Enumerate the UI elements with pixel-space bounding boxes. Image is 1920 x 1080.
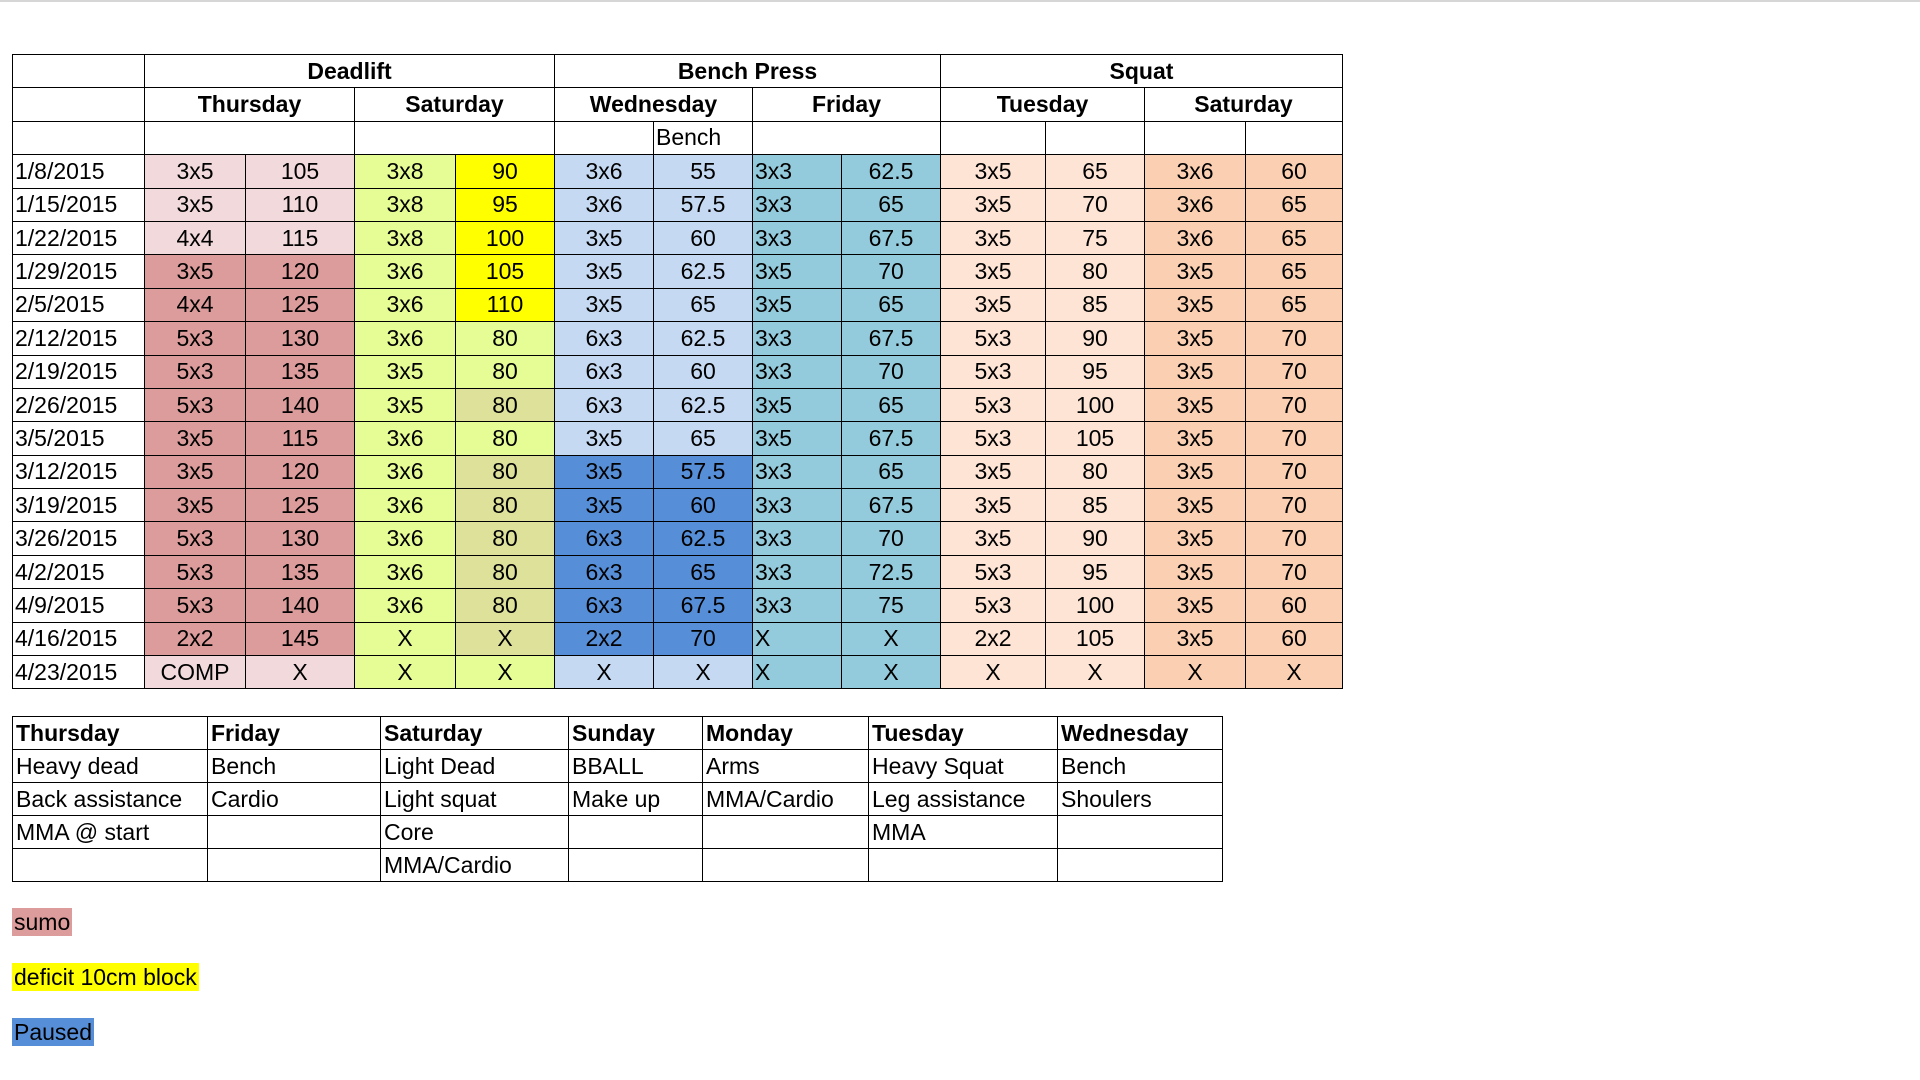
bench-wed-sets-cell[interactable]: 6x3: [555, 322, 654, 355]
deadlift-thu-weight-cell[interactable]: 110: [246, 188, 355, 221]
deadlift-thu-sets-cell[interactable]: 3x5: [145, 455, 246, 488]
schedule-cell[interactable]: [569, 849, 703, 882]
squat-sat-weight-cell[interactable]: 70: [1246, 455, 1343, 488]
table-row: [13, 355, 1343, 388]
deadlift-thu-weight-cell[interactable]: 145: [246, 622, 355, 655]
deadlift-sat-sets-cell[interactable]: 3x8: [355, 221, 456, 254]
deadlift-sat-weight-cell[interactable]: X: [456, 656, 555, 689]
deadlift-sat-sets-cell[interactable]: 3x8: [355, 155, 456, 188]
date-cell[interactable]: 4/23/2015: [13, 656, 145, 689]
schedule-header-friday[interactable]: Friday: [208, 717, 381, 750]
schedule-cell[interactable]: Light squat: [381, 783, 569, 816]
squat-tue-weight-cell[interactable]: 75: [1046, 221, 1145, 254]
bench-wed-weight-cell[interactable]: 70: [654, 622, 753, 655]
squat-tue-sets-cell[interactable]: 5x3: [941, 555, 1046, 588]
squat-tue-weight-cell[interactable]: 100: [1046, 388, 1145, 421]
squat-sat-weight-cell[interactable]: 65: [1246, 255, 1343, 288]
bench-fri-weight-cell[interactable]: X: [842, 622, 941, 655]
bench-wed-sets-cell[interactable]: X: [555, 656, 654, 689]
squat-sat-sets-cell[interactable]: 3x6: [1145, 221, 1246, 254]
day-header-squat-tuesday[interactable]: Tuesday: [941, 88, 1145, 121]
subheader-cell[interactable]: [1145, 121, 1246, 154]
bench-wed-weight-cell[interactable]: 62.5: [654, 322, 753, 355]
day-header-row: [13, 88, 1343, 121]
deadlift-sat-weight-cell[interactable]: 80: [456, 589, 555, 622]
bench-fri-weight-cell[interactable]: 70: [842, 255, 941, 288]
squat-sat-weight-cell[interactable]: 65: [1246, 221, 1343, 254]
schedule-cell[interactable]: MMA: [869, 816, 1058, 849]
date-cell[interactable]: 3/5/2015: [13, 422, 145, 455]
squat-tue-sets-cell[interactable]: 5x3: [941, 388, 1046, 421]
legend-deficit: deficit 10cm block: [14, 964, 197, 990]
date-cell[interactable]: 2/26/2015: [13, 388, 145, 421]
bench-wed-weight-cell[interactable]: 60: [654, 355, 753, 388]
table-row: [13, 656, 1343, 689]
table-row: [13, 489, 1343, 522]
deadlift-thu-sets-cell[interactable]: 4x4: [145, 288, 246, 321]
deadlift-sat-weight-cell[interactable]: 80: [456, 355, 555, 388]
bench-wed-weight-cell[interactable]: 62.5: [654, 522, 753, 555]
corner-cell[interactable]: [13, 121, 145, 154]
deadlift-sat-weight-cell[interactable]: 80: [456, 322, 555, 355]
subheader-cell[interactable]: [1246, 121, 1343, 154]
bench-wed-sets-cell[interactable]: 3x5: [555, 221, 654, 254]
table-row: [13, 155, 1343, 188]
corner-cell[interactable]: [13, 88, 145, 121]
bench-wed-weight-cell[interactable]: 62.5: [654, 255, 753, 288]
bench-fri-sets-cell[interactable]: 3x3: [753, 522, 842, 555]
deadlift-thu-weight-cell[interactable]: 125: [246, 489, 355, 522]
day-header-bench-wednesday[interactable]: Wednesday: [555, 88, 753, 121]
schedule-header-saturday[interactable]: Saturday: [381, 717, 569, 750]
deadlift-thu-sets-cell[interactable]: 5x3: [145, 322, 246, 355]
squat-tue-weight-cell[interactable]: 65: [1046, 155, 1145, 188]
deadlift-thu-sets-cell[interactable]: 2x2: [145, 622, 246, 655]
bench-fri-weight-cell[interactable]: 67.5: [842, 221, 941, 254]
squat-tue-weight-cell[interactable]: 90: [1046, 322, 1145, 355]
deadlift-thu-weight-cell[interactable]: X: [246, 656, 355, 689]
bench-wed-sets-cell[interactable]: 2x2: [555, 622, 654, 655]
bench-fri-sets-cell[interactable]: 3x3: [753, 589, 842, 622]
date-cell[interactable]: 2/12/2015: [13, 322, 145, 355]
bench-fri-sets-cell[interactable]: 3x5: [753, 255, 842, 288]
schedule-cell[interactable]: [869, 849, 1058, 882]
day-header-squat-saturday[interactable]: Saturday: [1145, 88, 1343, 121]
deadlift-sat-sets-cell[interactable]: 3x6: [355, 455, 456, 488]
squat-tue-weight-cell[interactable]: 95: [1046, 355, 1145, 388]
table-row: [13, 589, 1343, 622]
deadlift-sat-weight-cell[interactable]: 80: [456, 388, 555, 421]
squat-sat-weight-cell[interactable]: 70: [1246, 422, 1343, 455]
bench-wed-sets-cell[interactable]: 6x3: [555, 388, 654, 421]
squat-tue-weight-cell[interactable]: 80: [1046, 455, 1145, 488]
schedule-cell[interactable]: Back assistance: [13, 783, 208, 816]
schedule-cell[interactable]: Bench: [208, 750, 381, 783]
date-cell[interactable]: 3/12/2015: [13, 455, 145, 488]
bench-fri-weight-cell[interactable]: 70: [842, 522, 941, 555]
group-header-bench-press[interactable]: Bench Press: [555, 55, 941, 88]
squat-sat-weight-cell[interactable]: 60: [1246, 622, 1343, 655]
deadlift-thu-weight-cell[interactable]: 140: [246, 589, 355, 622]
squat-sat-weight-cell[interactable]: 70: [1246, 489, 1343, 522]
squat-sat-sets-cell[interactable]: 3x5: [1145, 355, 1246, 388]
table-row: [13, 555, 1343, 588]
deadlift-thu-sets-cell[interactable]: 3x5: [145, 422, 246, 455]
schedule-row: [13, 783, 1223, 816]
date-cell[interactable]: 2/19/2015: [13, 355, 145, 388]
bench-fri-weight-cell[interactable]: 75: [842, 589, 941, 622]
deadlift-thu-weight-cell[interactable]: 140: [246, 388, 355, 421]
deadlift-sat-sets-cell[interactable]: 3x6: [355, 322, 456, 355]
date-cell[interactable]: 1/8/2015: [13, 155, 145, 188]
deadlift-thu-sets-cell[interactable]: 5x3: [145, 589, 246, 622]
table-row: [13, 288, 1343, 321]
bench-fri-weight-cell[interactable]: 67.5: [842, 422, 941, 455]
squat-sat-sets-cell[interactable]: 3x5: [1145, 422, 1246, 455]
legend-paused: Paused: [14, 1019, 93, 1045]
table-row: [13, 422, 1343, 455]
bench-fri-sets-cell[interactable]: 3x5: [753, 288, 842, 321]
squat-tue-weight-cell[interactable]: 100: [1046, 589, 1145, 622]
table-row: [13, 221, 1343, 254]
bench-wed-weight-cell[interactable]: 65: [654, 555, 753, 588]
bench-wed-weight-cell[interactable]: 65: [654, 422, 753, 455]
deadlift-thu-sets-cell[interactable]: 3x5: [145, 255, 246, 288]
subheader-cell[interactable]: [1046, 121, 1145, 154]
schedule-row: [13, 750, 1223, 783]
bench-fri-weight-cell[interactable]: 65: [842, 288, 941, 321]
schedule-header-monday[interactable]: Monday: [703, 717, 869, 750]
bench-fri-sets-cell[interactable]: 3x3: [753, 188, 842, 221]
deadlift-thu-weight-cell[interactable]: 120: [246, 255, 355, 288]
date-cell[interactable]: 1/22/2015: [13, 221, 145, 254]
bench-wed-sets-cell[interactable]: 6x3: [555, 555, 654, 588]
squat-tue-sets-cell[interactable]: 5x3: [941, 355, 1046, 388]
day-header-deadlift-thursday[interactable]: Thursday: [145, 88, 355, 121]
bench-wed-sets-cell[interactable]: 3x5: [555, 489, 654, 522]
squat-sat-sets-cell[interactable]: 3x5: [1145, 255, 1246, 288]
schedule-cell[interactable]: Light Dead: [381, 750, 569, 783]
deadlift-thu-sets-cell[interactable]: 3x5: [145, 188, 246, 221]
squat-tue-sets-cell[interactable]: 5x3: [941, 589, 1046, 622]
table-row: [13, 188, 1343, 221]
bench-fri-sets-cell[interactable]: 3x3: [753, 355, 842, 388]
squat-sat-sets-cell[interactable]: 3x5: [1145, 288, 1246, 321]
squat-sat-weight-cell[interactable]: 60: [1246, 155, 1343, 188]
bench-fri-sets-cell[interactable]: 3x3: [753, 221, 842, 254]
bench-wed-weight-cell[interactable]: 62.5: [654, 388, 753, 421]
bench-wed-weight-cell[interactable]: 60: [654, 221, 753, 254]
deadlift-sat-sets-cell[interactable]: 3x8: [355, 188, 456, 221]
group-header-squat[interactable]: Squat: [941, 55, 1343, 88]
schedule-cell[interactable]: Core: [381, 816, 569, 849]
deadlift-thu-weight-cell[interactable]: 135: [246, 555, 355, 588]
squat-tue-weight-cell[interactable]: 105: [1046, 622, 1145, 655]
schedule-cell[interactable]: Shoulers: [1058, 783, 1223, 816]
squat-sat-sets-cell[interactable]: X: [1145, 656, 1246, 689]
bench-fri-sets-cell[interactable]: 3x3: [753, 155, 842, 188]
schedule-header-wednesday[interactable]: Wednesday: [1058, 717, 1223, 750]
bench-fri-weight-cell[interactable]: 65: [842, 388, 941, 421]
bench-fri-sets-cell[interactable]: 3x3: [753, 489, 842, 522]
subheader-cell[interactable]: [355, 121, 555, 154]
squat-tue-sets-cell[interactable]: 5x3: [941, 322, 1046, 355]
deadlift-thu-weight-cell[interactable]: 115: [246, 422, 355, 455]
table-row: [13, 322, 1343, 355]
table-row: [13, 388, 1343, 421]
schedule-cell[interactable]: [208, 816, 381, 849]
bench-wed-weight-cell[interactable]: 60: [654, 489, 753, 522]
schedule-header-thursday[interactable]: Thursday: [13, 717, 208, 750]
squat-tue-weight-cell[interactable]: 95: [1046, 555, 1145, 588]
squat-tue-weight-cell[interactable]: 90: [1046, 522, 1145, 555]
bench-wed-sets-cell[interactable]: 3x5: [555, 455, 654, 488]
bench-wed-sets-cell[interactable]: 3x6: [555, 188, 654, 221]
deadlift-sat-weight-cell[interactable]: 95: [456, 188, 555, 221]
schedule-header-sunday[interactable]: Sunday: [569, 717, 703, 750]
squat-sat-weight-cell[interactable]: 70: [1246, 355, 1343, 388]
deadlift-sat-sets-cell[interactable]: 3x6: [355, 288, 456, 321]
squat-tue-sets-cell[interactable]: 3x5: [941, 221, 1046, 254]
deadlift-thu-weight-cell[interactable]: 105: [246, 155, 355, 188]
subheader-row: [13, 121, 1343, 154]
day-header-deadlift-saturday[interactable]: Saturday: [355, 88, 555, 121]
schedule-cell[interactable]: Heavy dead: [13, 750, 208, 783]
schedule-cell[interactable]: [1058, 849, 1223, 882]
date-cell[interactable]: 2/5/2015: [13, 288, 145, 321]
squat-sat-weight-cell[interactable]: 65: [1246, 288, 1343, 321]
day-header-bench-friday[interactable]: Friday: [753, 88, 941, 121]
squat-sat-sets-cell[interactable]: 3x6: [1145, 155, 1246, 188]
bench-wed-weight-cell[interactable]: 65: [654, 288, 753, 321]
bench-fri-weight-cell[interactable]: X: [842, 656, 941, 689]
squat-tue-sets-cell[interactable]: X: [941, 656, 1046, 689]
deadlift-thu-weight-cell[interactable]: 130: [246, 322, 355, 355]
date-cell[interactable]: 3/26/2015: [13, 522, 145, 555]
lift-group-header-row: [13, 55, 1343, 88]
deadlift-sat-sets-cell[interactable]: 3x6: [355, 489, 456, 522]
corner-cell[interactable]: [13, 55, 145, 88]
squat-tue-weight-cell[interactable]: 80: [1046, 255, 1145, 288]
date-cell[interactable]: 3/19/2015: [13, 489, 145, 522]
schedule-cell[interactable]: Heavy Squat: [869, 750, 1058, 783]
deadlift-sat-weight-cell[interactable]: 100: [456, 221, 555, 254]
schedule-cell[interactable]: [569, 816, 703, 849]
bench-wed-sets-cell[interactable]: 6x3: [555, 522, 654, 555]
deadlift-sat-sets-cell[interactable]: 3x5: [355, 388, 456, 421]
subheader-cell[interactable]: [145, 121, 355, 154]
schedule-cell[interactable]: Bench: [1058, 750, 1223, 783]
bench-fri-weight-cell[interactable]: 70: [842, 355, 941, 388]
bench-fri-sets-cell[interactable]: X: [753, 656, 842, 689]
squat-tue-sets-cell[interactable]: 3x5: [941, 489, 1046, 522]
deadlift-sat-sets-cell[interactable]: 3x6: [355, 255, 456, 288]
squat-sat-weight-cell[interactable]: X: [1246, 656, 1343, 689]
bench-fri-weight-cell[interactable]: 65: [842, 455, 941, 488]
date-cell[interactable]: 1/29/2015: [13, 255, 145, 288]
bench-wed-sets-cell[interactable]: 3x5: [555, 288, 654, 321]
bench-fri-weight-cell[interactable]: 65: [842, 188, 941, 221]
bench-fri-sets-cell[interactable]: 3x5: [753, 388, 842, 421]
date-cell[interactable]: 4/2/2015: [13, 555, 145, 588]
squat-sat-sets-cell[interactable]: 3x5: [1145, 489, 1246, 522]
squat-sat-sets-cell[interactable]: 3x5: [1145, 455, 1246, 488]
deadlift-thu-sets-cell[interactable]: 5x3: [145, 388, 246, 421]
deadlift-sat-weight-cell[interactable]: 90: [456, 155, 555, 188]
squat-sat-sets-cell[interactable]: 3x5: [1145, 388, 1246, 421]
deadlift-thu-sets-cell[interactable]: 5x3: [145, 355, 246, 388]
bench-fri-weight-cell[interactable]: 72.5: [842, 555, 941, 588]
squat-sat-sets-cell[interactable]: 3x5: [1145, 322, 1246, 355]
deadlift-thu-sets-cell[interactable]: 4x4: [145, 221, 246, 254]
deadlift-thu-weight-cell[interactable]: 130: [246, 522, 355, 555]
squat-sat-weight-cell[interactable]: 65: [1246, 188, 1343, 221]
schedule-cell[interactable]: [208, 849, 381, 882]
bench-wed-weight-cell[interactable]: 67.5: [654, 589, 753, 622]
schedule-cell[interactable]: MMA @ start: [13, 816, 208, 849]
table-row: [13, 455, 1343, 488]
deadlift-sat-sets-cell[interactable]: 3x6: [355, 555, 456, 588]
squat-tue-sets-cell[interactable]: 3x5: [941, 522, 1046, 555]
schedule-cell[interactable]: Leg assistance: [869, 783, 1058, 816]
subheader-bench-label[interactable]: Bench: [654, 121, 753, 154]
deadlift-sat-sets-cell[interactable]: 3x5: [355, 355, 456, 388]
group-header-deadlift[interactable]: Deadlift: [145, 55, 555, 88]
squat-tue-sets-cell[interactable]: 2x2: [941, 622, 1046, 655]
squat-sat-weight-cell[interactable]: 60: [1246, 589, 1343, 622]
schedule-cell[interactable]: Make up: [569, 783, 703, 816]
schedule-row: [13, 816, 1223, 849]
deadlift-sat-sets-cell[interactable]: 3x6: [355, 522, 456, 555]
deadlift-thu-weight-cell[interactable]: 115: [246, 221, 355, 254]
schedule-cell[interactable]: MMA/Cardio: [381, 849, 569, 882]
bench-wed-sets-cell[interactable]: 6x3: [555, 589, 654, 622]
schedule-cell[interactable]: MMA/Cardio: [703, 783, 869, 816]
squat-sat-sets-cell[interactable]: 3x5: [1145, 555, 1246, 588]
deadlift-thu-sets-cell[interactable]: 5x3: [145, 555, 246, 588]
squat-sat-weight-cell[interactable]: 70: [1246, 322, 1343, 355]
date-cell[interactable]: 4/9/2015: [13, 589, 145, 622]
bench-wed-weight-cell[interactable]: 57.5: [654, 455, 753, 488]
squat-sat-sets-cell[interactable]: 3x5: [1145, 622, 1246, 655]
squat-tue-sets-cell[interactable]: 3x5: [941, 288, 1046, 321]
schedule-cell[interactable]: [703, 849, 869, 882]
bench-wed-sets-cell[interactable]: 3x6: [555, 155, 654, 188]
squat-tue-weight-cell[interactable]: 85: [1046, 489, 1145, 522]
squat-tue-sets-cell[interactable]: 3x5: [941, 155, 1046, 188]
squat-sat-sets-cell[interactable]: 3x5: [1145, 522, 1246, 555]
deadlift-thu-weight-cell[interactable]: 120: [246, 455, 355, 488]
top-border: [0, 0, 1920, 2]
deadlift-thu-sets-cell[interactable]: COMP: [145, 656, 246, 689]
deadlift-thu-weight-cell[interactable]: 125: [246, 288, 355, 321]
bench-fri-weight-cell[interactable]: 62.5: [842, 155, 941, 188]
squat-tue-sets-cell[interactable]: 3x5: [941, 255, 1046, 288]
deadlift-sat-weight-cell[interactable]: 80: [456, 455, 555, 488]
squat-tue-weight-cell[interactable]: 85: [1046, 288, 1145, 321]
schedule-cell[interactable]: [1058, 816, 1223, 849]
table-row: [13, 622, 1343, 655]
squat-tue-weight-cell[interactable]: 105: [1046, 422, 1145, 455]
deadlift-sat-sets-cell[interactable]: X: [355, 622, 456, 655]
deadlift-sat-weight-cell[interactable]: 80: [456, 422, 555, 455]
deadlift-sat-weight-cell[interactable]: X: [456, 622, 555, 655]
squat-tue-weight-cell[interactable]: 70: [1046, 188, 1145, 221]
squat-sat-weight-cell[interactable]: 70: [1246, 522, 1343, 555]
squat-sat-sets-cell[interactable]: 3x5: [1145, 589, 1246, 622]
date-cell[interactable]: 1/15/2015: [13, 188, 145, 221]
schedule-cell[interactable]: Cardio: [208, 783, 381, 816]
bench-fri-sets-cell[interactable]: X: [753, 622, 842, 655]
squat-tue-sets-cell[interactable]: 3x5: [941, 455, 1046, 488]
bench-wed-sets-cell[interactable]: 3x5: [555, 422, 654, 455]
bench-wed-sets-cell[interactable]: 3x5: [555, 255, 654, 288]
lift-log-table: [12, 54, 1343, 689]
subheader-cell[interactable]: [753, 121, 941, 154]
schedule-header-row: [13, 717, 1223, 750]
deadlift-sat-sets-cell[interactable]: X: [355, 656, 456, 689]
bench-wed-weight-cell[interactable]: 55: [654, 155, 753, 188]
deadlift-sat-weight-cell[interactable]: 105: [456, 255, 555, 288]
bench-wed-weight-cell[interactable]: X: [654, 656, 753, 689]
deadlift-sat-weight-cell[interactable]: 80: [456, 555, 555, 588]
table-row: [13, 255, 1343, 288]
subheader-cell[interactable]: [941, 121, 1046, 154]
date-cell[interactable]: 4/16/2015: [13, 622, 145, 655]
deadlift-sat-weight-cell[interactable]: 80: [456, 489, 555, 522]
legend-sumo: sumo: [14, 909, 71, 935]
deadlift-thu-sets-cell[interactable]: 5x3: [145, 522, 246, 555]
deadlift-thu-weight-cell[interactable]: 135: [246, 355, 355, 388]
squat-tue-sets-cell[interactable]: 5x3: [941, 422, 1046, 455]
schedule-header-tuesday[interactable]: Tuesday: [869, 717, 1058, 750]
bench-fri-sets-cell[interactable]: 3x3: [753, 322, 842, 355]
squat-tue-sets-cell[interactable]: 3x5: [941, 188, 1046, 221]
deadlift-sat-sets-cell[interactable]: 3x6: [355, 422, 456, 455]
bench-fri-sets-cell[interactable]: 3x3: [753, 555, 842, 588]
squat-sat-weight-cell[interactable]: 70: [1246, 388, 1343, 421]
squat-sat-sets-cell[interactable]: 3x6: [1145, 188, 1246, 221]
squat-sat-weight-cell[interactable]: 70: [1246, 555, 1343, 588]
deadlift-thu-sets-cell[interactable]: 3x5: [145, 155, 246, 188]
bench-wed-weight-cell[interactable]: 57.5: [654, 188, 753, 221]
weekly-schedule-table: [12, 716, 1223, 882]
schedule-row: [13, 849, 1223, 882]
bench-fri-sets-cell[interactable]: 3x5: [753, 422, 842, 455]
subheader-cell[interactable]: [555, 121, 654, 154]
bench-fri-weight-cell[interactable]: 67.5: [842, 322, 941, 355]
deadlift-thu-sets-cell[interactable]: 3x5: [145, 489, 246, 522]
schedule-cell[interactable]: [703, 816, 869, 849]
schedule-cell[interactable]: BBALL: [569, 750, 703, 783]
schedule-cell[interactable]: [13, 849, 208, 882]
table-row: [13, 522, 1343, 555]
deadlift-sat-weight-cell[interactable]: 110: [456, 288, 555, 321]
schedule-cell[interactable]: Arms: [703, 750, 869, 783]
bench-fri-weight-cell[interactable]: 67.5: [842, 489, 941, 522]
deadlift-sat-weight-cell[interactable]: 80: [456, 522, 555, 555]
bench-wed-sets-cell[interactable]: 6x3: [555, 355, 654, 388]
squat-tue-weight-cell[interactable]: X: [1046, 656, 1145, 689]
bench-fri-sets-cell[interactable]: 3x3: [753, 455, 842, 488]
deadlift-sat-sets-cell[interactable]: 3x6: [355, 589, 456, 622]
